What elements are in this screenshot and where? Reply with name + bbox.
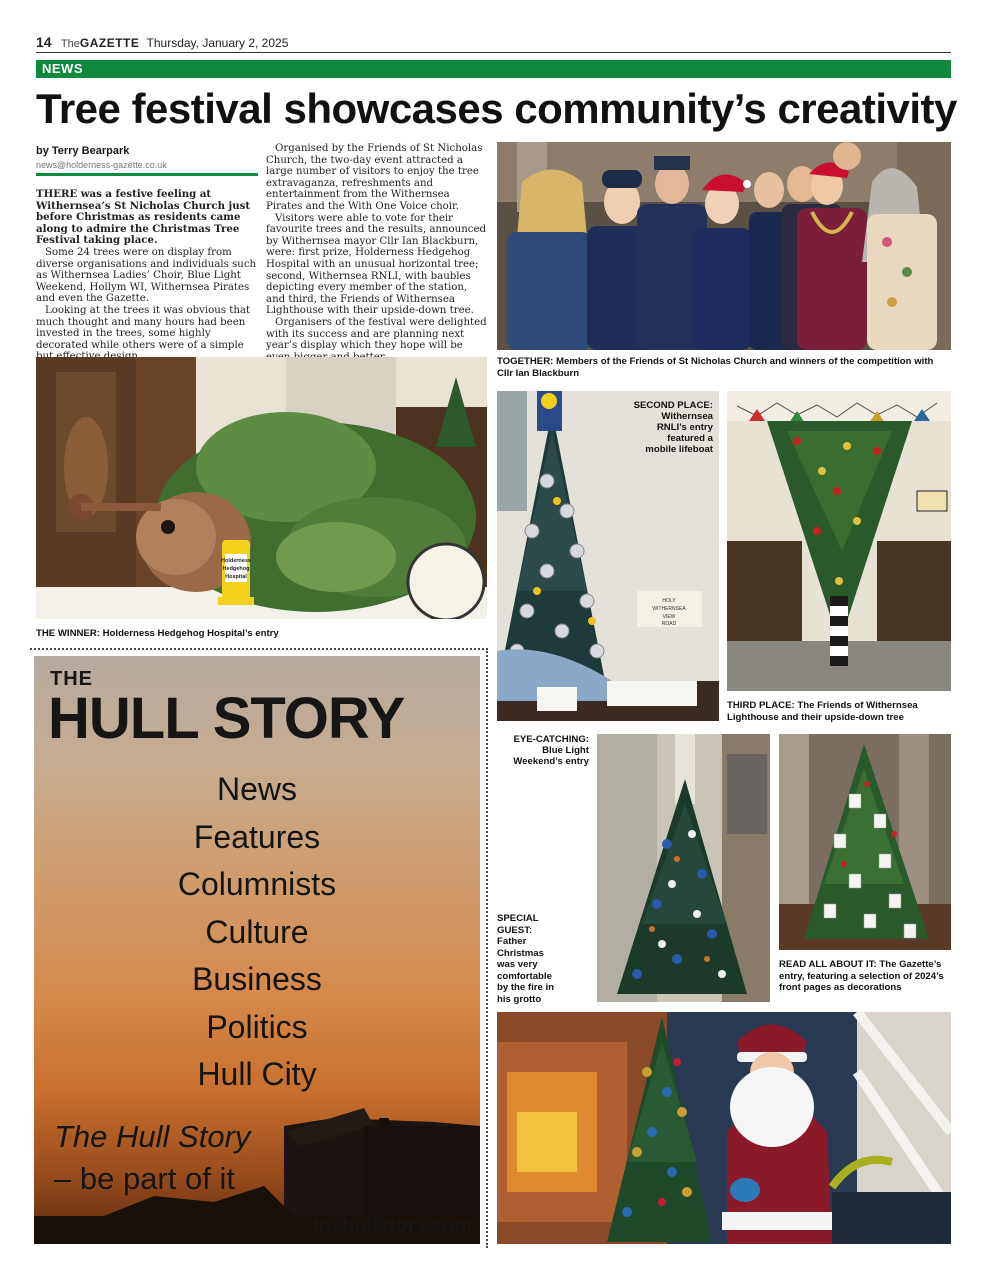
folio: [36, 34, 951, 52]
caption-together: TOGETHER: Members of the Friends of St Nicholas Church and winners of the competition with Cllr Ian Blackburn: [497, 356, 934, 379]
group-photo: [497, 142, 951, 350]
father-christmas-photo: [497, 1012, 951, 1244]
advert-tagline: The Hull Story: [54, 1119, 251, 1154]
advert-tagline-2: – be part of it: [54, 1161, 235, 1196]
article-paragraph: Organised by the Friends of St Nicholas Church, the two-day event attracted a large number of visitors to enjoy the tree extravaganza, refreshments and entertainment from the Withernsea Pirates and the With One Voice choir.: [266, 143, 483, 212]
hull-story-advert[interactable]: [34, 656, 480, 1244]
article-column-1: [36, 189, 258, 363]
section-label: NEWS: [42, 61, 83, 76]
advert-topic: Columnists: [177, 866, 337, 902]
advert-url[interactable]: thehullstory.com: [312, 1215, 472, 1237]
byline: [36, 145, 258, 170]
caption-eye-catching: [497, 734, 589, 767]
caption-eye-line: Blue Light: [542, 745, 589, 756]
article-column-2: [266, 143, 488, 363]
lighthouse-tree-photo: [727, 391, 951, 691]
article-paragraph: Visitors were able to vote for their favourite trees and the results, announced by Withernsea mayor Cllr Ian Blackburn, were: first prize, Holderness Hedgehog Hospital with an unusual horizontal tree; second, Withernsea RNLI, with baubles depicting every member of the station, and third, the Friends of Withernsea Lighthouse with their upside-down tree.: [266, 212, 487, 317]
byline-author: by Terry Bearpark: [36, 145, 130, 157]
byline-divider: [36, 173, 258, 176]
caption-guest-line: by the fire in: [497, 982, 555, 993]
caption-guest-line: SPECIAL: [497, 913, 539, 924]
paper-name: GAZETTE: [79, 36, 140, 50]
advert-title: HULL STORY: [48, 686, 405, 751]
advert-topic: News: [216, 771, 297, 807]
page-number: 14: [36, 34, 52, 50]
caption-winner: THE WINNER: Holderness Hedgehog Hospital’s entry: [36, 628, 279, 639]
caption-special-guest: [497, 913, 589, 1005]
article-intro: THERE was a festive feeling at Withernsea’s St Nicholas Church just before Christmas as residents came along to admire the Christmas Tree Festival taking place.: [36, 188, 251, 247]
tin-label-1: Holderness: [221, 558, 251, 564]
advert-topic: Politics: [206, 1008, 308, 1045]
blue-light-tree-photo: [597, 734, 770, 1002]
advert-topic: Hull City: [197, 1056, 317, 1092]
caption-guest-line: GUEST:: [497, 924, 533, 936]
article-paragraph: Organisers of the festival were delighted with its success and are planning next year’s display which they hope will be: [266, 316, 487, 352]
sign-line-2: WITHERNSEA: [652, 606, 686, 612]
caption-eye-line: Weekend’s entry: [513, 756, 589, 767]
caption-guest-line: Father: [497, 936, 527, 947]
gazette-tree-photo: [779, 734, 951, 950]
caption-guest-line: comfortable: [497, 970, 552, 982]
caption-third: THIRD PLACE: The Friends of Withernsea Lighthouse and their upside-down tree: [727, 700, 918, 723]
caption-second-line: featured a: [667, 433, 713, 444]
caption-guest-line: his grotto: [497, 993, 542, 1005]
folio-divider: [36, 52, 951, 53]
hedgehog-photo: [36, 357, 487, 619]
advert-topic: Features: [193, 818, 321, 855]
sign-line-4: ROAD: [661, 621, 677, 627]
advert-topic: Culture: [205, 913, 309, 950]
caption-second-line: mobile lifeboat: [645, 444, 713, 455]
caption-second-line: SECOND PLACE:: [633, 400, 713, 411]
tin-label-3: Hospital: [225, 574, 247, 580]
caption-read-all: READ ALL ABOUT IT: The Gazette’s entry, featuring a selection of 2024’s front pages as decorations: [779, 959, 944, 993]
caption-second: [600, 400, 713, 455]
section-band: [36, 60, 951, 78]
caption-second-line: Withernsea: [661, 411, 713, 422]
sign-line-1: HOLY: [662, 598, 676, 604]
caption-second-line: RNLI’s entry: [656, 422, 713, 433]
article-paragraph: Some 24 trees were on display from diverse organisations and individuals such as Withernsea Ladies’ Choir, Blue Light Weekend, Hollym WI, Withernsea Pirates and even the Gazette.: [36, 246, 257, 305]
paper-article: The: [60, 38, 80, 50]
advert-topic-list: [34, 766, 480, 1099]
issue-date: Thursday, January 2, 2025: [146, 36, 289, 50]
caption-eye-line: EYE-CATCHING:: [513, 734, 589, 745]
headline: Tree festival showcases community’s creativity: [36, 85, 957, 132]
caption-guest-line: was very: [497, 959, 538, 970]
caption-guest-line: Christmas: [497, 947, 544, 959]
advert-the: THE: [50, 668, 93, 690]
sign-line-3: VIEW: [662, 614, 676, 620]
byline-email[interactable]: news@holderness-gazette.co.uk: [36, 160, 167, 170]
article-paragraph: Looking at the trees it was obvious that much thought and many hours had been invested in the trees, some highly decorated while others were of a simple: [36, 304, 251, 351]
advert-topic: Business: [192, 961, 322, 997]
tin-label-2: Hedgehog: [222, 566, 250, 572]
